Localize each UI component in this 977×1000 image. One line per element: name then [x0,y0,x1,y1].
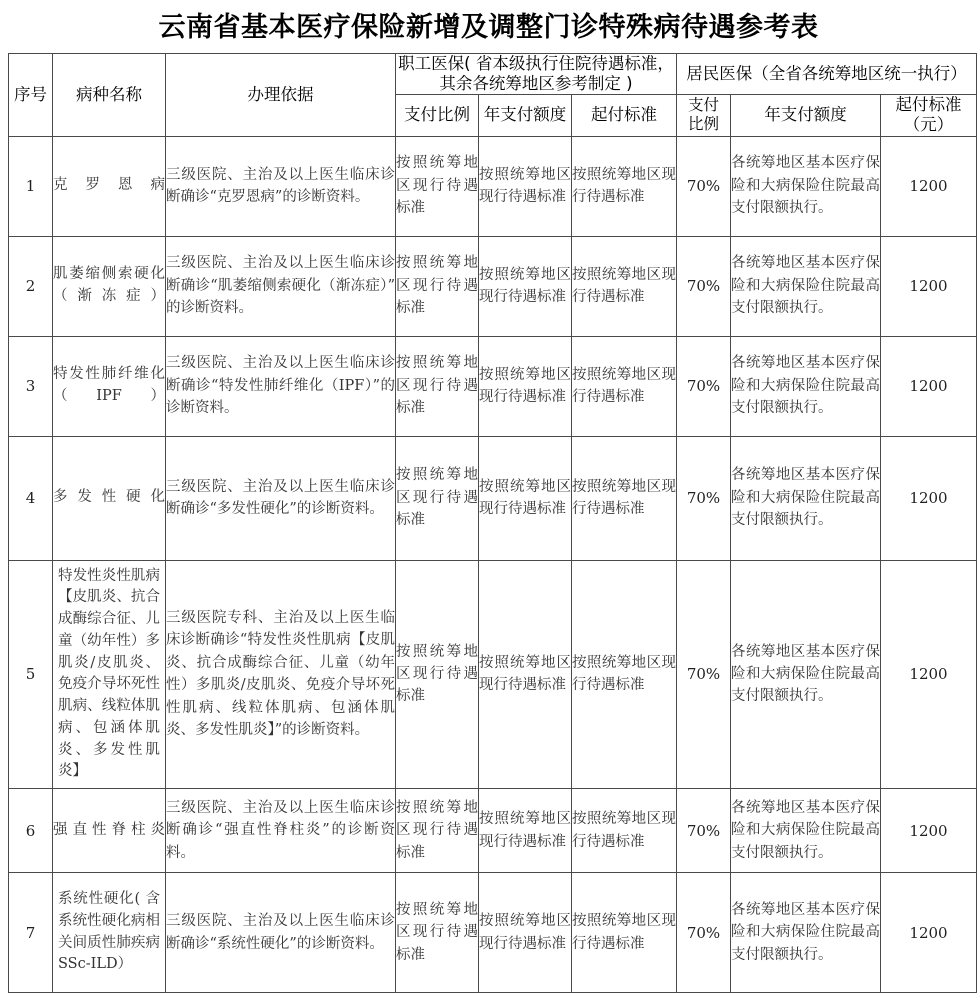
row-basis: 三级医院、主治及以上医生临床诊断确诊“强直性脊柱炎”的诊断资料。 [166,789,396,873]
row-seq: 3 [9,336,53,436]
row-employee-annual-quota: 按照统筹地区现行待遇标准 [479,136,572,236]
col-header-resident-pay-ratio [677,95,731,136]
col-header-employee-insurance: 职工医保( 省本级执行住院待遇标准，其余各统筹地区参考制定 ) [396,54,677,95]
row-resident-deductible: 1200 [881,336,977,436]
row-employee-annual-quota: 按照统筹地区现行待遇标准 [479,789,572,873]
row-resident-pay-ratio: 70% [677,560,731,789]
table-container [0,53,977,993]
row-seq: 4 [9,436,53,560]
row-employee-pay-ratio: 按照统筹地区现行待遇标准 [396,873,479,993]
row-employee-annual-quota: 按照统筹地区现行待遇标准 [479,873,572,993]
row-employee-deductible: 按照统筹地区现行待遇标准 [572,789,677,873]
row-resident-deductible: 1200 [881,873,977,993]
col-header-employee-pay-ratio: 支付比例 [396,95,479,136]
row-employee-pay-ratio: 按照统筹地区现行待遇标准 [396,560,479,789]
table-row [9,560,977,789]
benefits-table [8,53,977,993]
row-resident-pay-ratio: 70% [677,136,731,236]
row-resident-annual-quota: 各统筹地区基本医疗保险和大病保险住院最高支付限额执行。 [731,873,881,993]
row-employee-annual-quota: 按照统筹地区现行待遇标准 [479,436,572,560]
row-seq: 1 [9,136,53,236]
row-resident-pay-ratio: 70% [677,236,731,336]
row-employee-pay-ratio: 按照统筹地区现行待遇标准 [396,136,479,236]
col-header-resident-insurance: 居民医保（全省各统筹地区统一执行） [677,54,977,95]
row-employee-pay-ratio: 按照统筹地区现行待遇标准 [396,336,479,436]
table-row [9,236,977,336]
table-row [9,873,977,993]
col-header-resident-annual-quota: 年支付额度 [731,95,881,136]
row-employee-deductible: 按照统筹地区现行待遇标准 [572,136,677,236]
row-disease-name: 克罗恩病 [53,136,166,236]
row-resident-annual-quota: 各统筹地区基本医疗保险和大病保险住院最高支付限额执行。 [731,136,881,236]
table-body [9,136,977,993]
row-resident-deductible: 1200 [881,436,977,560]
header-row-top [9,54,977,95]
row-resident-deductible: 1200 [881,236,977,336]
row-employee-deductible: 按照统筹地区现行待遇标准 [572,436,677,560]
col-header-disease-name: 病种名称 [53,54,166,137]
row-disease-name: 特发性炎性肌病【皮肌炎、抗合成酶综合征、儿童（幼年性）多肌炎/皮肌炎、免疫介导坏死性肌病、线粒体肌病、包涵体肌炎、多发性肌炎】 [53,560,166,789]
row-employee-annual-quota: 按照统筹地区现行待遇标准 [479,336,572,436]
row-basis: 三级医院、主治及以上医生临床诊断确诊“克罗恩病”的诊断资料。 [166,136,396,236]
row-resident-deductible: 1200 [881,560,977,789]
col-header-resident-pay-ratio-line2: 比例 [687,115,719,134]
row-resident-annual-quota: 各统筹地区基本医疗保险和大病保险住院最高支付限额执行。 [731,789,881,873]
row-seq: 7 [9,873,53,993]
row-resident-pay-ratio: 70% [677,789,731,873]
row-disease-name: 多发性硬化 [53,436,166,560]
row-disease-name: 肌萎缩侧索硬化（渐冻症） [53,236,166,336]
row-resident-deductible: 1200 [881,136,977,236]
row-employee-annual-quota: 按照统筹地区现行待遇标准 [479,236,572,336]
table-row [9,789,977,873]
row-employee-pay-ratio: 按照统筹地区现行待遇标准 [396,236,479,336]
col-header-resident-deductible-line1: 起付标准 [895,95,962,115]
col-header-basis: 办理依据 [166,54,396,137]
row-resident-pay-ratio: 70% [677,336,731,436]
col-header-employee-annual-quota: 年支付额度 [479,95,572,136]
row-employee-deductible: 按照统筹地区现行待遇标准 [572,336,677,436]
table-row [9,336,977,436]
row-resident-annual-quota: 各统筹地区基本医疗保险和大病保险住院最高支付限额执行。 [731,236,881,336]
row-basis: 三级医院专科、主治及以上医生临床诊断确诊“特发性炎性肌病【皮肌炎、抗合成酶综合征、儿童（幼年性）多肌炎/皮肌炎、免疫介导坏死性肌病、线粒体肌病、包涵体肌炎、多发性肌炎】”的诊断资料。 [166,560,396,789]
table-header [9,54,977,137]
row-resident-pay-ratio: 70% [677,436,731,560]
row-employee-pay-ratio: 按照统筹地区现行待遇标准 [396,436,479,560]
row-basis: 三级医院、主治及以上医生临床诊断确诊“肌萎缩侧索硬化（渐冻症）”的诊断资料。 [166,236,396,336]
col-header-resident-deductible [881,95,977,136]
table-row [9,136,977,236]
row-employee-deductible: 按照统筹地区现行待遇标准 [572,560,677,789]
col-header-resident-pay-ratio-line1: 支付 [687,96,719,115]
row-employee-annual-quota: 按照统筹地区现行待遇标准 [479,560,572,789]
row-resident-annual-quota: 各统筹地区基本医疗保险和大病保险住院最高支付限额执行。 [731,436,881,560]
col-header-seq: 序号 [9,54,53,137]
row-disease-name: 特发性肺纤维化（IPF） [53,336,166,436]
col-header-employee-deductible: 起付标准 [572,95,677,136]
row-disease-name: 系统性硬化( 含系统性硬化病相关间质性肺疾病 SSc-ILD） [53,873,166,993]
row-employee-deductible: 按照统筹地区现行待遇标准 [572,236,677,336]
row-resident-pay-ratio: 70% [677,873,731,993]
row-resident-annual-quota: 各统筹地区基本医疗保险和大病保险住院最高支付限额执行。 [731,560,881,789]
page-title: 云南省基本医疗保险新增及调整门诊特殊病待遇参考表 [158,12,819,43]
table-row [9,436,977,560]
row-resident-annual-quota: 各统筹地区基本医疗保险和大病保险住院最高支付限额执行。 [731,336,881,436]
row-seq: 6 [9,789,53,873]
row-resident-deductible: 1200 [881,789,977,873]
col-header-resident-deductible-line2: （元） [903,115,954,135]
row-employee-pay-ratio: 按照统筹地区现行待遇标准 [396,789,479,873]
row-seq: 5 [9,560,53,789]
row-basis: 三级医院、主治及以上医生临床诊断确诊“多发性硬化”的诊断资料。 [166,436,396,560]
row-seq: 2 [9,236,53,336]
row-disease-name: 强直性脊柱炎 [53,789,166,873]
row-employee-deductible: 按照统筹地区现行待遇标准 [572,873,677,993]
row-basis: 三级医院、主治及以上医生临床诊断确诊“特发性肺纤维化（IPF）”的诊断资料。 [166,336,396,436]
row-basis: 三级医院、主治及以上医生临床诊断确诊“系统性硬化”的诊断资料。 [166,873,396,993]
